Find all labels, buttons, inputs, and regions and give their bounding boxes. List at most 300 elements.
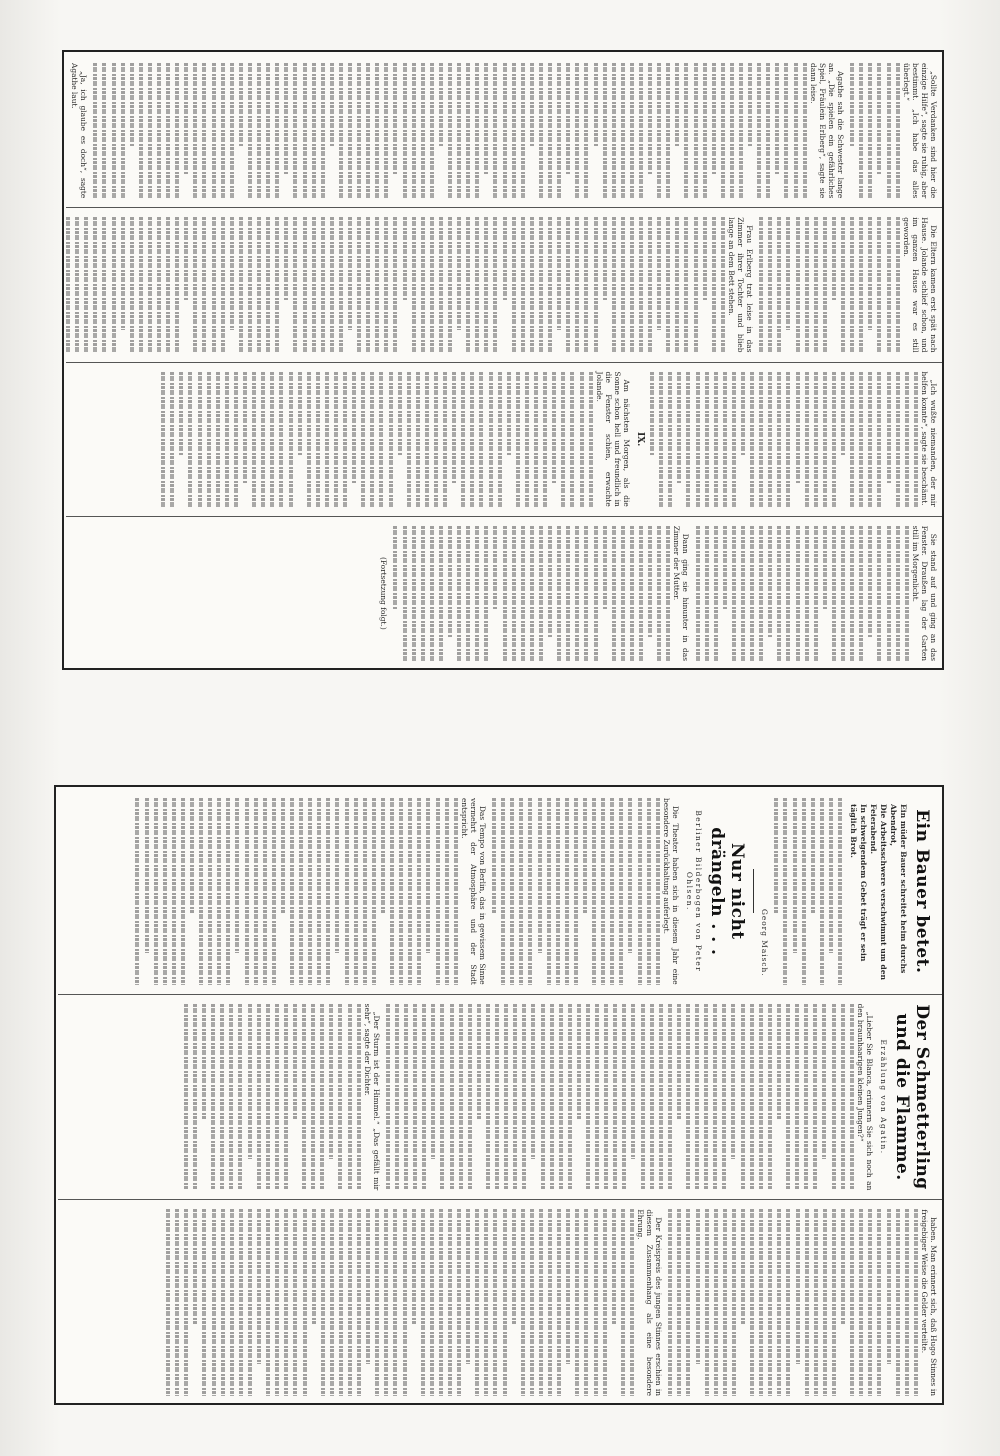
text-line — [361, 372, 365, 507]
text-line — [850, 372, 854, 507]
text-line — [868, 63, 872, 198]
text-line — [370, 372, 374, 507]
text-line — [431, 1004, 435, 1159]
text-line — [421, 526, 425, 661]
text-line — [272, 798, 276, 985]
text-line — [492, 798, 496, 914]
text-line — [189, 372, 193, 507]
text-line — [802, 798, 806, 985]
text-line — [850, 526, 854, 661]
text-line — [212, 217, 216, 352]
text-line — [531, 1004, 535, 1159]
text-line — [521, 217, 525, 352]
poem-title: Ein Bauer betet. — [912, 809, 932, 974]
text-line — [868, 217, 872, 329]
text-line — [712, 217, 716, 352]
rotated-text-block-bottom — [58, 789, 944, 1405]
text-line — [630, 1209, 634, 1396]
text-line — [407, 372, 411, 507]
paragraph: „Der Sturm ist der Himmel.“ „Das gefällt mir sehr“, sagte der Dichter. — [362, 1003, 381, 1191]
text-line — [363, 798, 367, 985]
text-line — [211, 1004, 215, 1191]
text-line — [220, 1004, 224, 1191]
text-line — [290, 798, 294, 985]
text-line — [102, 217, 106, 352]
text-line — [796, 1209, 800, 1364]
text-line — [148, 217, 152, 352]
text-line — [403, 217, 407, 301]
text-line — [316, 372, 320, 507]
text-line — [257, 63, 261, 198]
text-line — [539, 1209, 543, 1396]
text-line — [184, 1209, 188, 1396]
text-line — [93, 217, 97, 352]
text-line — [721, 217, 725, 352]
text-line — [914, 372, 918, 507]
text-line — [139, 63, 143, 198]
poem-line: Die Arbeitsschwere verschwimmt um den Feierabend. — [869, 804, 888, 981]
text-line — [594, 526, 598, 661]
text-line — [484, 1209, 488, 1396]
text-line — [530, 1209, 534, 1396]
text-line — [829, 798, 833, 953]
text-line — [666, 217, 670, 352]
text-line — [561, 372, 565, 507]
text-line — [696, 372, 700, 507]
text-line — [896, 372, 900, 507]
text-line — [434, 372, 438, 507]
text-line — [794, 63, 798, 198]
text-line — [896, 1209, 900, 1396]
text-line — [604, 1004, 608, 1191]
text-line — [586, 1004, 590, 1191]
text-line — [629, 798, 633, 953]
text-line — [832, 372, 836, 507]
text-line — [887, 372, 891, 484]
text-line — [832, 526, 836, 661]
text-line — [216, 372, 220, 507]
newspaper-page-bottom — [54, 785, 944, 1405]
text-line — [820, 798, 824, 985]
text-line — [154, 798, 158, 985]
text-line — [366, 63, 370, 198]
text-line — [568, 1004, 572, 1191]
text-line — [66, 217, 70, 352]
text-line — [284, 63, 288, 175]
text-line — [348, 1004, 352, 1191]
text-line — [413, 1004, 417, 1191]
text-line — [163, 798, 167, 985]
text-line — [877, 217, 881, 352]
poem-line: Ein müder Bauer schreitet heim durchs Abendrot, — [889, 804, 908, 974]
text-line — [275, 1004, 279, 1191]
text-line — [357, 1209, 361, 1396]
text-line — [175, 217, 179, 352]
text-line — [452, 372, 456, 484]
text-line — [384, 217, 388, 352]
text-line — [803, 63, 807, 198]
text-line — [519, 798, 523, 985]
text-line — [703, 63, 707, 198]
text-line — [445, 798, 449, 985]
text-line — [512, 526, 516, 661]
text-line — [112, 63, 116, 198]
text-line — [539, 217, 543, 352]
text-line — [239, 63, 243, 147]
text-line — [713, 1004, 717, 1191]
text-line — [357, 1004, 361, 1191]
text-line — [750, 1004, 754, 1191]
text-line — [639, 526, 643, 661]
paragraph: Die Theater haben sich in diesem Jahr eine besondere Zurückhaltung auferlegt. — [661, 798, 680, 985]
text-line — [887, 217, 891, 352]
text-line — [610, 798, 614, 985]
story-title: Der Schmetterling und die Flamme. — [892, 1004, 932, 1190]
text-line — [777, 217, 781, 352]
text-line — [312, 217, 316, 352]
text-line — [592, 798, 596, 985]
text-line — [321, 1209, 325, 1396]
text-line — [480, 372, 484, 507]
text-line — [805, 217, 809, 352]
text-line — [284, 1209, 288, 1396]
text-line — [603, 1209, 607, 1396]
text-line — [594, 63, 598, 147]
text-line — [905, 1209, 909, 1396]
text-line — [577, 1004, 581, 1120]
text-line — [538, 798, 542, 953]
text-line — [804, 1004, 808, 1191]
text-line — [714, 526, 718, 661]
text-line — [539, 63, 543, 198]
text-line — [412, 63, 416, 198]
text-line — [393, 63, 397, 175]
text-line — [257, 1209, 261, 1364]
text-line — [239, 217, 243, 352]
text-line — [796, 372, 800, 484]
text-line — [639, 217, 643, 352]
text-line — [703, 217, 707, 301]
text-line — [441, 1004, 445, 1191]
text-line — [208, 798, 212, 985]
text-line — [877, 372, 881, 507]
text-line — [303, 217, 307, 352]
text-line — [696, 526, 700, 661]
text-line — [270, 372, 274, 507]
text-line — [325, 372, 329, 507]
text-line — [850, 63, 854, 147]
text-line — [603, 526, 607, 610]
text-line — [565, 798, 569, 985]
text-line — [430, 217, 434, 352]
text-line — [656, 798, 660, 985]
text-line — [647, 798, 651, 985]
text-line — [528, 798, 532, 985]
text-line — [795, 1004, 799, 1191]
text-line — [712, 63, 716, 175]
text-line — [311, 1004, 315, 1191]
text-line — [257, 1004, 261, 1191]
text-line — [721, 63, 725, 198]
text-line — [530, 217, 534, 352]
text-line — [552, 372, 556, 484]
text-line — [668, 372, 672, 507]
text-line — [439, 1209, 443, 1396]
text-line — [832, 1209, 836, 1396]
text-line — [293, 63, 297, 198]
text-line — [184, 63, 188, 175]
text-line — [357, 63, 361, 198]
article-byline: Berliner Bilderbogen von Peter Ohlsen. — [685, 810, 704, 973]
text-line — [348, 217, 352, 329]
text-line — [266, 1004, 270, 1191]
text-line — [299, 798, 303, 985]
text-line — [238, 1004, 242, 1191]
text-line — [574, 798, 578, 985]
text-line — [190, 798, 194, 914]
text-line — [850, 217, 854, 352]
text-line — [448, 63, 452, 198]
text-line — [425, 372, 429, 507]
text-line — [659, 1004, 663, 1191]
text-line — [696, 1209, 700, 1364]
text-line — [338, 1004, 342, 1191]
text-line — [805, 372, 809, 507]
text-line — [859, 526, 863, 661]
text-line — [768, 1004, 772, 1191]
text-line — [759, 372, 763, 507]
text-line — [121, 217, 125, 329]
text-line — [234, 372, 238, 507]
text-line — [838, 798, 842, 985]
text-line — [372, 798, 376, 985]
text-line — [329, 1004, 333, 1159]
text-line — [303, 63, 307, 198]
text-line — [556, 798, 560, 985]
text-line — [741, 526, 745, 661]
text-line — [677, 1209, 681, 1396]
text-line — [686, 1209, 690, 1396]
text-line — [275, 1209, 279, 1396]
text-line — [704, 1004, 708, 1191]
text-line — [650, 372, 654, 456]
text-line — [230, 217, 234, 329]
text-line — [172, 798, 176, 985]
text-line — [450, 1004, 454, 1191]
text-line — [868, 1209, 872, 1396]
text-line — [732, 1004, 736, 1159]
paragraph: haben. Man erinnert sich, daß Hugo Stinnes in freigebiger Weise die Gelder verteilte. — [919, 1209, 938, 1397]
text-line — [417, 798, 421, 985]
text-line — [130, 63, 134, 147]
text-line — [705, 526, 709, 661]
text-line — [739, 63, 743, 198]
text-line — [659, 372, 663, 507]
text-line — [859, 63, 863, 198]
text-line — [281, 798, 285, 914]
text-line — [326, 798, 330, 985]
text-line — [289, 372, 293, 507]
text-line — [366, 1209, 370, 1364]
text-line — [166, 1209, 170, 1396]
text-line — [631, 1004, 635, 1159]
text-line — [212, 63, 216, 198]
text-line — [266, 217, 270, 352]
text-line — [557, 63, 561, 198]
text-line — [841, 217, 845, 352]
text-line — [543, 372, 547, 507]
text-line — [785, 63, 789, 198]
text-line — [477, 1004, 481, 1120]
text-line — [584, 526, 588, 661]
text-line — [339, 1209, 343, 1396]
text-line — [768, 1209, 772, 1396]
text-line — [896, 217, 900, 352]
text-line — [787, 1209, 791, 1396]
text-line — [317, 798, 321, 985]
text-line — [203, 217, 207, 352]
text-line — [887, 526, 891, 661]
text-line — [503, 526, 507, 661]
text-line — [484, 63, 488, 175]
text-line — [684, 217, 688, 352]
text-line — [503, 1209, 507, 1396]
text-line — [684, 63, 688, 198]
text-line — [521, 1209, 525, 1396]
text-line — [375, 63, 379, 198]
text-line — [823, 372, 827, 507]
bottom-column-3 — [58, 1199, 944, 1405]
text-line — [403, 526, 407, 661]
text-line — [622, 1004, 626, 1191]
text-line — [575, 217, 579, 352]
paragraph: Agathe sah die Schwester lange an. „Die spielen ein gefährliches Spiel, Fräulein Erlberg“, sagte sie dann leise. — [808, 63, 846, 199]
text-line — [650, 1004, 654, 1191]
text-line — [494, 526, 498, 610]
text-line — [217, 798, 221, 985]
text-line — [814, 1209, 818, 1396]
text-line — [557, 217, 561, 329]
text-line — [166, 217, 170, 352]
paragraph: Am nächsten Morgen, als die Sonne schon hell und freundlich in die Fenster schien, erwachte Jolande. — [594, 371, 631, 507]
top-column-1 — [66, 54, 944, 207]
text-line — [457, 1209, 461, 1396]
text-line — [868, 526, 872, 638]
text-line — [648, 63, 652, 175]
text-line — [448, 217, 452, 352]
text-line — [859, 1209, 863, 1396]
text-line — [421, 1209, 425, 1396]
text-line — [102, 63, 106, 198]
text-line — [705, 1209, 709, 1396]
text-line — [548, 1209, 552, 1396]
text-line — [814, 372, 818, 507]
text-line — [484, 526, 488, 661]
text-line — [594, 217, 598, 352]
text-line — [412, 526, 416, 661]
text-line — [459, 1004, 463, 1191]
text-line — [193, 63, 197, 198]
text-line — [705, 372, 709, 507]
text-line — [321, 217, 325, 352]
text-line — [379, 372, 383, 507]
text-line — [266, 1209, 270, 1396]
text-line — [354, 798, 358, 985]
text-line — [494, 1209, 498, 1396]
text-line — [580, 372, 584, 507]
text-line — [813, 1004, 817, 1191]
text-line — [548, 217, 552, 352]
text-line — [470, 372, 474, 507]
text-line — [741, 1004, 745, 1191]
story-byline: Erzählung von Agatin. — [879, 1039, 888, 1155]
text-line — [75, 217, 79, 352]
text-line — [787, 217, 791, 329]
text-line — [621, 63, 625, 198]
text-line — [357, 217, 361, 352]
text-line — [403, 1209, 407, 1396]
text-line — [436, 798, 440, 985]
text-line — [595, 1004, 599, 1191]
poem-author: Georg Maisch. — [760, 908, 770, 977]
text-line — [504, 1004, 508, 1191]
text-line — [594, 1209, 598, 1396]
text-line — [199, 798, 203, 985]
text-line — [774, 798, 778, 914]
text-line — [184, 217, 188, 301]
text-line — [334, 372, 338, 507]
text-line — [112, 217, 116, 352]
text-line — [613, 1004, 617, 1191]
text-line — [759, 1004, 763, 1191]
text-line — [221, 217, 225, 352]
text-line — [348, 63, 352, 198]
text-line — [193, 1209, 197, 1325]
text-line — [823, 1209, 827, 1396]
text-line — [443, 372, 447, 507]
text-line — [541, 1004, 545, 1191]
text-line — [489, 372, 493, 507]
text-line — [666, 63, 670, 198]
text-line — [193, 217, 197, 352]
text-line — [905, 526, 909, 661]
text-line — [530, 526, 534, 661]
text-line — [566, 63, 570, 175]
text-line — [375, 217, 379, 352]
text-line — [510, 798, 514, 985]
top-column-3 — [66, 362, 944, 516]
text-line — [457, 63, 461, 198]
text-line — [207, 372, 211, 507]
text-line — [284, 1004, 288, 1191]
article-title: Nur nicht drängeln . . . — [707, 827, 748, 956]
text-line — [750, 526, 754, 661]
text-line — [512, 1209, 516, 1325]
text-line — [814, 526, 818, 661]
text-line — [814, 217, 818, 352]
text-line — [822, 1004, 826, 1159]
text-line — [475, 217, 479, 352]
text-line — [486, 1004, 490, 1191]
text-line — [330, 63, 334, 147]
text-line — [750, 1209, 754, 1396]
text-line — [130, 217, 134, 352]
text-line — [275, 63, 279, 198]
text-line — [530, 63, 534, 147]
text-line — [226, 798, 230, 985]
text-line — [321, 63, 325, 198]
text-line — [230, 1209, 234, 1396]
